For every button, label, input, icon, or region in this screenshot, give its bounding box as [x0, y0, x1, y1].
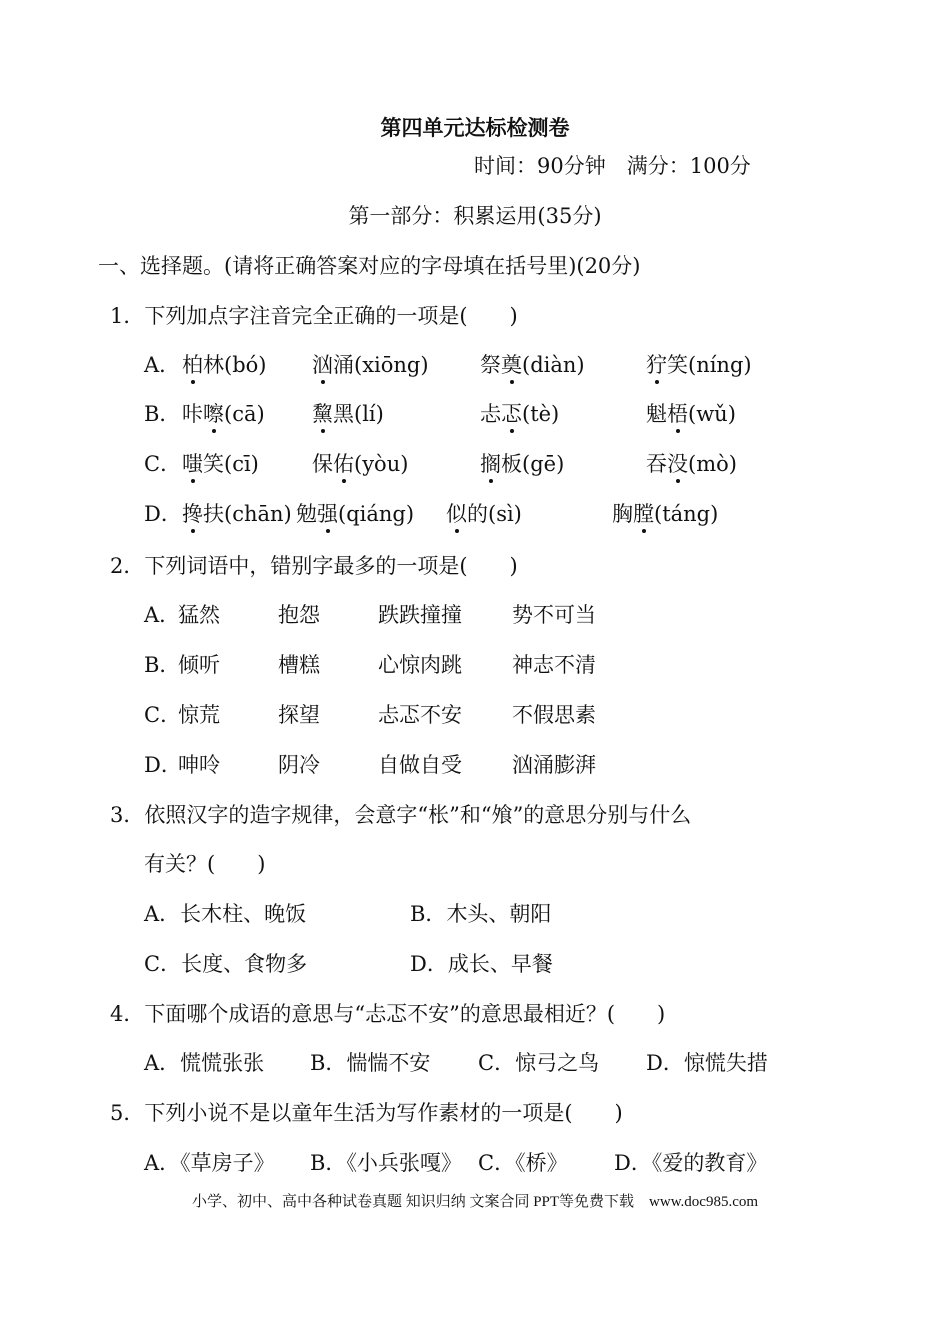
- q5-option-a: A．《草房子》: [144, 1151, 275, 1175]
- item-text: 魁: [646, 402, 667, 426]
- q1-option-item: [480, 450, 564, 478]
- item-text: 笑(cī): [203, 452, 259, 476]
- item-text: 忐: [480, 402, 501, 426]
- q2-word: 跌跌撞撞: [378, 603, 462, 627]
- dotted-character: 汹: [312, 353, 333, 377]
- q2-word: 呻呤: [178, 753, 220, 777]
- item-text: 的(sì): [467, 502, 522, 526]
- item-text: 黑(lí): [333, 402, 384, 426]
- q3-option-a: A．长木柱、晚饭: [144, 902, 307, 926]
- item-text: 林(bó): [203, 353, 267, 377]
- footer-text: 小学、初中、高中各种试卷真题 知识归纳 文案合同 PPT等免费下载 www.doc985.com: [191, 1194, 759, 1210]
- item-text: 吞: [646, 452, 667, 476]
- q1-option-item: [480, 351, 585, 379]
- dotted-character: 似: [446, 502, 467, 526]
- q1-option-label: C．: [144, 452, 182, 476]
- q2-word: 势不可当: [512, 603, 596, 627]
- dotted-character: 嗤: [182, 452, 203, 476]
- q2-word: 槽糕: [278, 653, 320, 677]
- question-3-stem-cont: 有关？( ): [144, 852, 266, 876]
- q4-option-a: A．慌慌张张: [144, 1051, 265, 1075]
- q5-option-b: B．《小兵张嘎》: [310, 1151, 462, 1175]
- q2-word: 阴冷: [278, 753, 320, 777]
- q2-word: 不假思素: [512, 703, 596, 727]
- question-3-stem: 3．依照汉字的造字规律，会意字“枨”和“飧”的意思分别与什么: [110, 803, 692, 827]
- q2-word: 惊荒: [178, 703, 220, 727]
- item-text: (qiáng): [338, 502, 415, 526]
- q1-option-item: [312, 450, 408, 478]
- q5-option-c: C．《桥》: [478, 1151, 568, 1175]
- item-text: (yòu): [354, 452, 409, 476]
- question-4-stem: 4．下面哪个成语的意思与“忐忑不安”的意思最相近？( ): [110, 1002, 666, 1026]
- dotted-character: 搀: [182, 502, 203, 526]
- item-text: (diàn): [522, 353, 585, 377]
- item-text: 保: [312, 452, 333, 476]
- q2-option-label: D．: [144, 753, 182, 777]
- dotted-character: 强: [317, 502, 338, 526]
- q2-word: 自做自受: [378, 753, 462, 777]
- dotted-character: 忑: [501, 402, 522, 426]
- q1-option-item: [646, 351, 752, 379]
- item-text: (táng): [654, 502, 719, 526]
- item-text: 胸: [612, 502, 633, 526]
- dotted-character: 奠: [501, 353, 522, 377]
- dotted-character: 佑: [333, 452, 354, 476]
- q3-option-c: C．长度、食物多: [144, 952, 308, 976]
- q3-option-b: B．木头、朝阳: [410, 902, 552, 926]
- q2-word: 猛然: [178, 603, 220, 627]
- q2-word: 忐忑不安: [378, 703, 462, 727]
- q4-option-b: B．惴惴不安: [310, 1051, 431, 1075]
- question-5-stem: 5．下列小说不是以童年生活为写作素材的一项是( ): [110, 1101, 623, 1125]
- item-text: (mò): [688, 452, 737, 476]
- dotted-character: 柏: [182, 353, 203, 377]
- q2-option-label: C．: [144, 703, 182, 727]
- q1-option-item: [182, 500, 292, 528]
- item-text: 祭: [480, 353, 501, 377]
- q2-word: 抱怨: [278, 603, 320, 627]
- q1-option-label: B．: [144, 402, 181, 426]
- q1-option-label: D．: [144, 502, 182, 526]
- q1-option-item: [480, 400, 559, 428]
- item-text: 涌(xiōng): [333, 353, 429, 377]
- question-2-stem: 2．下列词语中，错别字最多的一项是( ): [110, 554, 518, 578]
- q3-option-d: D．成长、早餐: [410, 952, 553, 976]
- dotted-character: 膛: [633, 502, 654, 526]
- item-text: (tè): [522, 402, 560, 426]
- time-info: 时间：90分钟 满分：100分: [474, 154, 751, 178]
- dotted-character: 狞: [646, 353, 667, 377]
- q1-option-item: [182, 351, 266, 379]
- q1-option-item: [182, 400, 265, 428]
- q2-option-label: B．: [144, 653, 181, 677]
- part-heading: 第一部分：积累运用(35分): [348, 204, 602, 228]
- q4-option-d: D．惊慌失措: [646, 1051, 768, 1075]
- q2-word: 汹涌膨湃: [512, 753, 596, 777]
- q1-option-item: [296, 500, 414, 528]
- item-text: 板(gē): [501, 452, 565, 476]
- item-text: 勉: [296, 502, 317, 526]
- q2-word: 神志不清: [512, 653, 596, 677]
- question-1-stem: 1．下列加点字注音完全正确的一项是( ): [110, 304, 518, 328]
- q2-option-label: A．: [144, 603, 181, 627]
- dotted-character: 梧: [667, 402, 688, 426]
- q1-option-item: [646, 450, 737, 478]
- item-text: 咔: [182, 402, 203, 426]
- q1-option-item: [312, 400, 384, 428]
- q1-option-item: [182, 450, 259, 478]
- page-title: 第四单元达标检测卷: [380, 116, 570, 140]
- dotted-character: 黧: [312, 402, 333, 426]
- section-heading: 一、选择题。(请将正确答案对应的字母填在括号里)(20分): [98, 254, 641, 278]
- q1-option-item: [312, 351, 429, 379]
- dotted-character: 搁: [480, 452, 501, 476]
- dotted-character: 嚓: [203, 402, 224, 426]
- q5-option-d: D．《爱的教育》: [614, 1151, 768, 1175]
- q1-option-item: [612, 500, 718, 528]
- dotted-character: 没: [667, 452, 688, 476]
- q1-option-item: [446, 500, 522, 528]
- q2-word: 倾听: [178, 653, 220, 677]
- item-text: (cā): [224, 402, 265, 426]
- q2-word: 探望: [278, 703, 320, 727]
- q4-option-c: C．惊弓之鸟: [478, 1051, 600, 1075]
- item-text: 笑(níng): [667, 353, 752, 377]
- item-text: (wǔ): [688, 402, 736, 426]
- q1-option-item: [646, 400, 736, 428]
- q1-option-label: A．: [144, 353, 181, 377]
- q2-word: 心惊肉跳: [378, 653, 462, 677]
- item-text: 扶(chān): [203, 502, 292, 526]
